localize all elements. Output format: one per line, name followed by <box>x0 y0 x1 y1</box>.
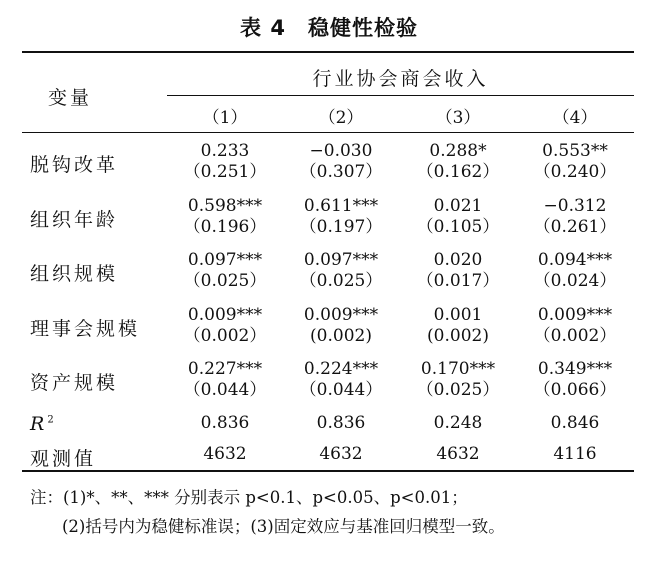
coefficient-cell: 0.021 <box>433 195 483 216</box>
coefficient-cell: 0.349*** <box>537 359 613 379</box>
coefficient-cell: 0.009*** <box>187 304 263 325</box>
obs-value-2: 4632 <box>319 444 363 464</box>
coefficient-cell: −0.030 <box>309 141 373 161</box>
coefficient-cell: 0.097*** <box>187 250 263 270</box>
coefficient-cell: 0.020 <box>433 250 483 270</box>
coefficient-cell: 0.611*** <box>303 195 379 216</box>
coefficient-cell: −0.312 <box>543 195 607 216</box>
std-error-cell: （0.261） <box>533 216 617 237</box>
obs-value-4: 4116 <box>553 444 597 464</box>
coefficient-cell: 0.001 <box>433 304 483 325</box>
obs-value-1: 4632 <box>203 444 247 464</box>
coefficient-cell: 0.288* <box>429 141 487 161</box>
std-error-cell: (0.002) <box>310 325 372 346</box>
std-error-cell: （0.197） <box>299 216 383 237</box>
obs-value-3: 4632 <box>436 444 480 464</box>
column-header-3: （3） <box>435 108 481 128</box>
coefficient-cell: 0.009*** <box>537 304 613 325</box>
coefficient-cell: 0.170*** <box>420 359 496 379</box>
coefficient-cell: 0.553** <box>542 141 608 161</box>
r2-label: $R^2$ <box>30 413 57 435</box>
bottom-rule <box>22 470 634 472</box>
std-error-cell: （0.024） <box>533 271 617 291</box>
column-header-4: （4） <box>552 108 598 128</box>
header-variable-label: 变量 <box>48 87 93 109</box>
row-label: 组织年龄 <box>30 208 119 231</box>
std-error-cell: （0.002） <box>183 325 267 346</box>
std-error-cell: （0.044） <box>299 380 383 400</box>
coefficient-cell: 0.227*** <box>187 359 263 379</box>
header-rule <box>22 132 634 133</box>
r2-value-4: 0.846 <box>550 413 600 433</box>
std-error-cell: （0.025） <box>416 380 500 400</box>
coefficient-cell: 0.233 <box>200 141 250 161</box>
row-label: 组织规模 <box>30 263 119 285</box>
coefficient-cell: 0.094*** <box>537 250 613 270</box>
coefficient-cell: 0.009*** <box>303 304 379 325</box>
std-error-cell: (0.002) <box>427 325 489 346</box>
std-error-cell: （0.240） <box>533 162 617 182</box>
std-error-cell: （0.307） <box>299 162 383 182</box>
r2-value-2: 0.836 <box>316 413 366 433</box>
coefficient-cell: 0.097*** <box>303 250 379 270</box>
std-error-cell: （0.162） <box>416 162 500 182</box>
column-header-2: （2） <box>318 108 364 128</box>
std-error-cell: （0.044） <box>183 380 267 400</box>
header-group-label: 行业协会商会收入 <box>312 68 489 90</box>
table-title: 表 4 稳健性检验 <box>240 16 418 40</box>
coefficient-cell: 0.598*** <box>187 195 263 216</box>
obs-label: 观测值 <box>30 448 97 470</box>
row-label: 资产规模 <box>30 372 119 394</box>
sub-header-rule <box>167 95 634 96</box>
column-header-1: （1） <box>202 108 248 128</box>
r2-value-1: 0.836 <box>200 413 250 433</box>
std-error-cell: （0.025） <box>183 271 267 291</box>
std-error-cell: （0.002） <box>533 325 617 346</box>
row-label: 脱钩改革 <box>30 154 119 176</box>
std-error-cell: （0.105） <box>416 216 500 237</box>
note-line-2: (2)括号内为稳健标准误；(3)固定效应与基准回归模型一致。 <box>62 517 505 536</box>
r2-value-3: 0.248 <box>433 413 483 433</box>
std-error-cell: （0.017） <box>416 271 500 291</box>
std-error-cell: （0.025） <box>299 271 383 291</box>
coefficient-cell: 0.224*** <box>303 359 379 379</box>
note-line-1: 注：(1)*、**、*** 分别表示 p<0.1、p<0.05、p<0.01； <box>30 488 468 507</box>
std-error-cell: （0.196） <box>183 216 267 237</box>
std-error-cell: （0.066） <box>533 380 617 400</box>
top-rule <box>22 51 634 53</box>
std-error-cell: （0.251） <box>183 162 267 182</box>
row-label: 理事会规模 <box>30 317 141 340</box>
